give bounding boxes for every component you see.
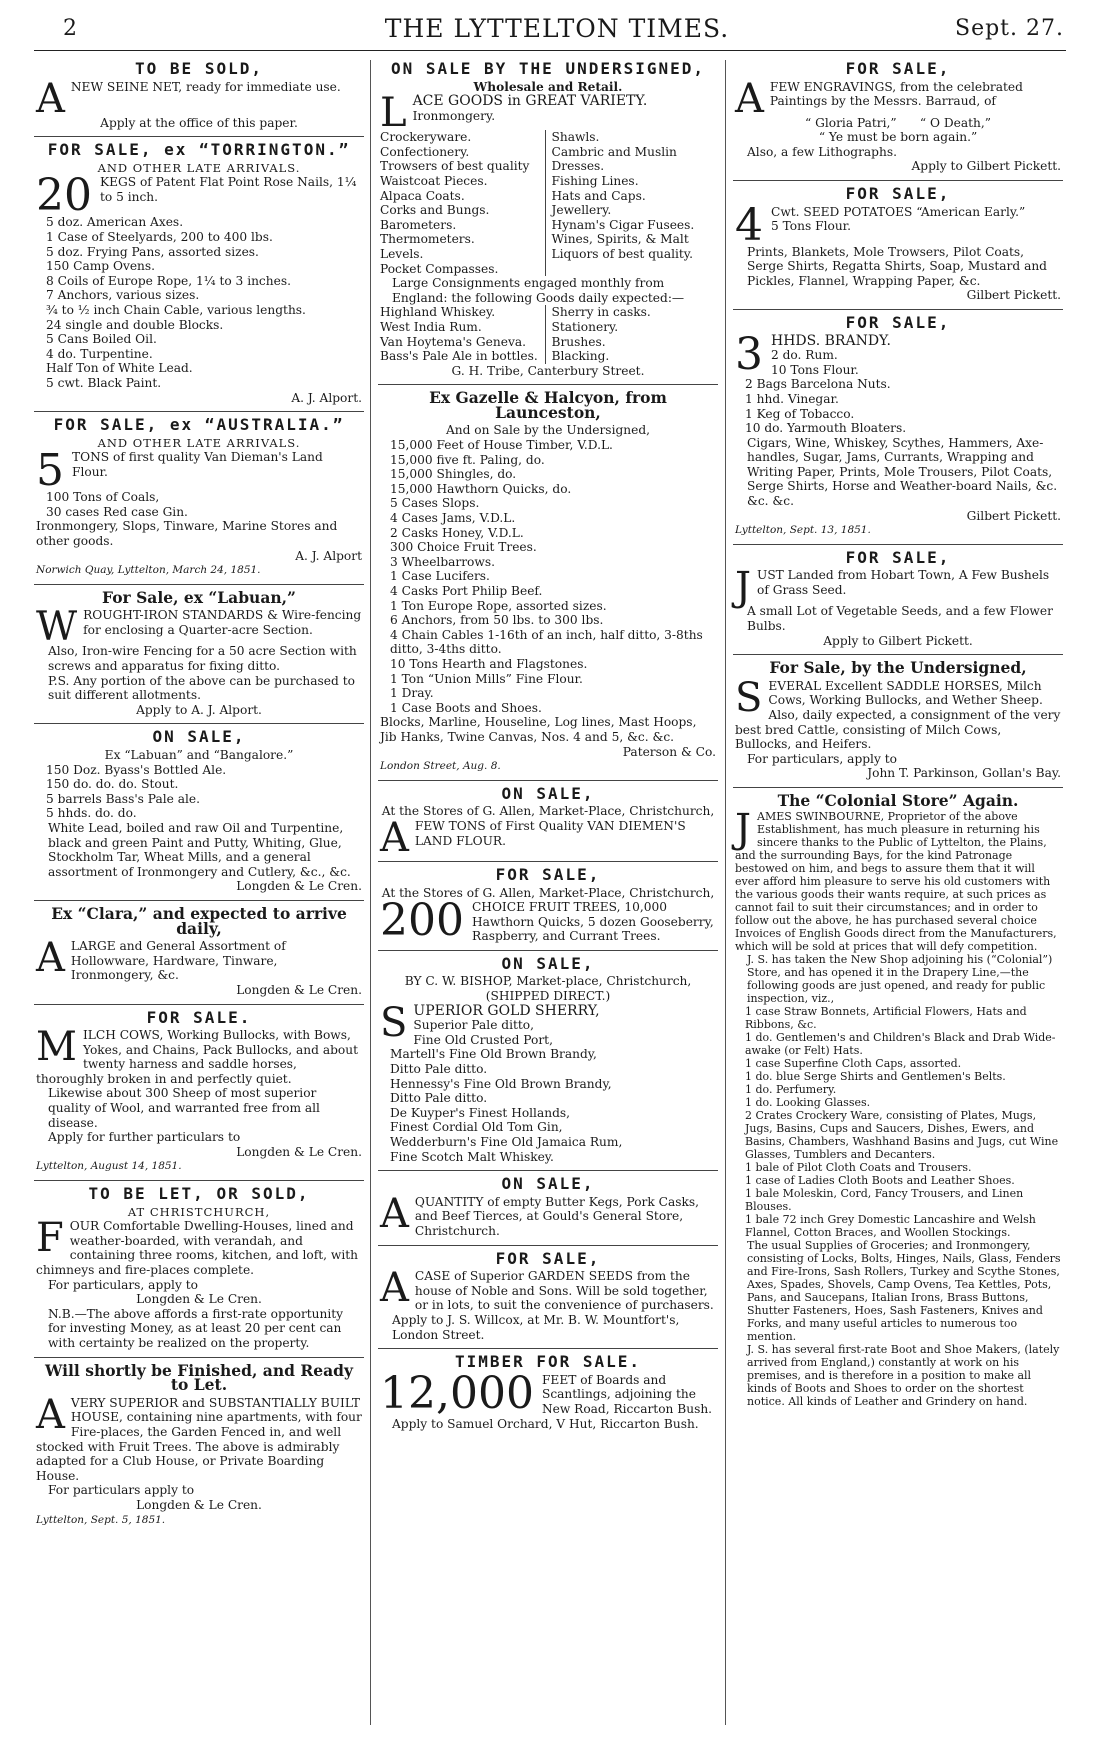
dateline: Lyttelton, August 14, 1851. bbox=[36, 1160, 182, 1173]
ad-clara: Ex “Clara,” and expected to arrive daily, ALARGE and General Assortment of Hollowware, Hardware, Tinware, Ironmongery, &c. Longden & Le Cren. bbox=[34, 907, 364, 1005]
signature: A. J. Alport. bbox=[291, 390, 362, 405]
list-item: 1 Keg of Tobacco. bbox=[745, 406, 855, 421]
column-1 bbox=[34, 60, 364, 1539]
ad-heading: ON SALE, bbox=[501, 783, 595, 803]
ad-heading: TO BE LET, OR SOLD, bbox=[88, 1184, 310, 1204]
list-item: 10 Tons Hearth and Flagstones. bbox=[390, 656, 588, 671]
list-item: ¾ to ½ inch Chain Cable, various lengths. bbox=[46, 302, 306, 317]
list-item: Blacking. bbox=[551, 349, 610, 364]
ad-heading: FOR SALE, ex “AUSTRALIA.” bbox=[53, 415, 345, 435]
signature: G. H. Tribe, Canterbury Street. bbox=[451, 363, 645, 378]
ad-milch-cows: FOR SALE. MILCH COWS, Working Bullocks, with Bows, Yokes, and Chains, Pack Bullocks, and about twenty harness and saddle horses, thoroughly broken in and perfectly quiet. Likewise about 300 Sheep of most superior quality of Wool, and warranted free from all disease. Apply for further particulars to Longden & Le Cren. Lyttelton, August 14, 1851. bbox=[34, 1011, 364, 1182]
column-3 bbox=[733, 60, 1063, 1420]
list-item: 1 Case Lucifers. bbox=[390, 569, 490, 584]
list-item: 5 hhds. do. do. bbox=[46, 806, 137, 821]
list-item: 30 cases Red case Gin. bbox=[46, 504, 188, 519]
ad-bishop-sherry: ON SALE, BY C. W. BISHOP, Market-place, Christchurch, (SHIPPED DIRECT.) SUPERIOR GOLD SHERRY, Superior Pale ditto, Fine Old Crusted Port, Martell's Fine Old Brown Brandy, Ditto Pale ditto. Hennessy's Fine Old Brown Brandy, Ditto Pale ditto. De Kuyper's Finest Hollands, Finest Cordial Old Tom Gin, Wedderburn's Fine Old Jamaica Rum, Fine Scotch Malt Whiskey. bbox=[378, 957, 718, 1171]
list-item: 1 bale Moleskin, Cord, Fancy Trousers, and Linen Blouses. bbox=[745, 1186, 1024, 1213]
ad-seed-potatoes: FOR SALE, 4 Cwt. SEED POTATOES “American Early.” 5 Tons Flour. Prints, Blankets, Mole Trowsers, Pilot Coats, Serge Shirts, Regatta Shirts, Soap, Mustard and Pickles, Flannel, Wrapping Paper, &c. Gilbert Pickett. bbox=[733, 187, 1063, 310]
ad-torrington: FOR SALE, ex “TORRINGTON.” AND OTHER LATE ARRIVALS. 20 KEGS of Patent Flat Point Rose Nails, 1¼ to 5 inch. 5 doz. American Axes. 1 Case of Steelyards, 200 to 400 lbs. 5 doz. Frying Pans, assorted sizes. 150 Camp Ovens. 8 Coils of Europe Rope, 1¼ to 3 inches. 7 Anchors, various sizes. ¾ to ½ inch Chain Cable, various lengths. 24 single and double Blocks. 5 Cans Boiled Oil. 4 do. Turpentine. Half Ton of White Lead. 5 cwt. Black Paint. A. J. Alport. bbox=[34, 143, 364, 412]
ad-heading: FOR SALE, ex “TORRINGTON.” bbox=[47, 140, 351, 160]
list-item: Pocket Compasses. bbox=[380, 261, 499, 276]
list-item: 5 Cases Slops. bbox=[390, 496, 480, 511]
list-item: 1 Dray. bbox=[390, 686, 434, 701]
ad-heading: Will shortly be Finished, and Ready to Let. bbox=[45, 1360, 353, 1395]
ad-grass-seed: FOR SALE, JUST Landed from Hobart Town, A Few Bushels of Grass Seed. A small Lot of Vegetable Seeds, and a few Flower Bulbs. Apply to Gilbert Pickett. bbox=[733, 551, 1063, 655]
ad-heading: ON SALE, bbox=[152, 727, 246, 747]
list-item: 150 do. do. do. Stout. bbox=[46, 777, 179, 792]
masthead bbox=[0, 0, 1114, 52]
list-item: 5 Tons Flour. bbox=[771, 219, 852, 234]
ad-heading: ON SALE, bbox=[501, 1174, 595, 1194]
list-item: 15,000 five ft. Paling, do. bbox=[390, 452, 545, 467]
ad-tribe: ON SALE BY THE UNDERSIGNED, Wholesale and Retail. LACE GOODS in GREAT VARIETY. Ironmongery. Crockeryware. Confectionery. Trowsers of best quality Waistcoat Pieces. Alpaca Coats. Corks and Bungs. Barometers. Thermometers. Levels. Pocket Compasses. Shawls. Cambric and Muslin Dresses. Fishing Lines. Hats and Caps. Jewellery. Hynam's Cigar Fusees. Wines, Spirits, & Malt Liquors of best quality. Large Consignments engaged monthly from England: the following Goods daily expected:— Highland Whiskey. West India Rum. Van Hoytema's Geneva. Bass's Pale Ale in bottles. Sherry in casks. Stationery. Brushes. Blacking. G. H. Tribe, Canterbury Street. bbox=[378, 62, 718, 385]
list-item: De Kuyper's Finest Hollands, bbox=[390, 1105, 570, 1120]
ad-heading: The “Colonial Store” Again. bbox=[777, 790, 1019, 810]
column-divider bbox=[725, 60, 726, 1725]
ad-seine-net: TO BE SOLD, ANEW SEINE NET, ready for immediate use. Apply at the office of this paper. bbox=[34, 62, 364, 137]
list-item: Finest Cordial Old Tom Gin, bbox=[390, 1120, 563, 1135]
signature: John T. Parkinson, Gollan's Bay. bbox=[867, 766, 1061, 781]
list-item: Alpaca Coats. bbox=[380, 188, 465, 203]
list-item: Barometers. bbox=[380, 217, 457, 232]
list-item: 1 Ton Europe Rope, assorted sizes. bbox=[390, 598, 607, 613]
list-item: Stationery. bbox=[551, 319, 619, 334]
signature: Paterson & Co. bbox=[622, 744, 716, 759]
list-item: Hynam's Cigar Fusees. bbox=[551, 217, 695, 232]
list-item: Trowsers of best quality bbox=[380, 159, 530, 174]
ad-heading: Ex Gazelle & Halcyon, from Launceston, bbox=[429, 388, 667, 422]
ad-heading: FOR SALE. bbox=[146, 1007, 252, 1027]
list-item: Fishing Lines. bbox=[551, 173, 639, 188]
ad-heading: TIMBER FOR SALE. bbox=[454, 1352, 642, 1372]
page-number: 2 bbox=[63, 16, 77, 41]
ad-heading: ON SALE, bbox=[501, 953, 595, 973]
list-item: 1 bale 72 inch Grey Domestic Lancashire and Welsh Flannel, Cotton Braces, and Woollen Stockings. bbox=[745, 1212, 1036, 1239]
list-item: 2 Bags Barcelona Nuts. bbox=[745, 377, 891, 392]
signature: Apply to Gilbert Pickett. bbox=[823, 633, 973, 648]
ad-labuan: For Sale, ex “Labuan,” WROUGHT-IRON STANDARDS & Wire-fencing for enclosing a Quarter-acre Section. Also, Iron-wire Fencing for a 50 acre Section with screws and apparatus for fixing ditto. P.S. Any portion of the above can be purchased to suit different allotments. Apply to A. J. Alport. bbox=[34, 591, 364, 725]
list-item: 1 case Superfine Cloth Caps, assorted. bbox=[745, 1056, 962, 1070]
issue-date: Sept. 27. bbox=[955, 16, 1064, 41]
list-item: 1 do. Perfumery. bbox=[745, 1082, 837, 1096]
list-item: 5 cwt. Black Paint. bbox=[46, 375, 162, 390]
newspaper-title: THE LYTTELTON TIMES. bbox=[384, 14, 730, 43]
list-item: Highland Whiskey. bbox=[380, 305, 496, 320]
ad-engravings: FOR SALE, AFEW ENGRAVINGS, from the celebrated Paintings by the Messrs. Barraud, of “ Gloria Patri,” “ O Death,” “ Ye must be born again.” Also, a few Lithographs. Apply to Gilbert Pickett. bbox=[733, 62, 1063, 181]
list-item: Brushes. bbox=[551, 334, 606, 349]
list-item: 1 Case Boots and Shoes. bbox=[390, 700, 542, 715]
signature: Longden & Le Cren. bbox=[236, 879, 362, 894]
list-item: Van Hoytema's Geneva. bbox=[380, 334, 526, 349]
dateline: Lyttelton, Sept. 13, 1851. bbox=[735, 524, 871, 537]
list-item: Wedderburn's Fine Old Jamaica Rum, bbox=[390, 1135, 623, 1149]
signature: Longden & Le Cren. bbox=[236, 982, 362, 997]
list-item: 2 Crates Crockery Ware, consisting of Plates, Mugs, Jugs, Basins, Cups and Saucers, Dishes, Ewers, and Basins, Chambers, Washhand Basins and Jugs, cut Wine Glasses, Tumblers and Decanters. bbox=[745, 1108, 1059, 1161]
list-item: 4 do. Turpentine. bbox=[46, 346, 153, 361]
list-item: Wines, Spirits, & Malt Liquors of best quality. bbox=[551, 232, 693, 261]
ad-timber: TIMBER FOR SALE. 12,000 FEET of Boards and Scantlings, adjoining the New Road, Riccarton Bush. Apply to Samuel Orchard, V Hut, Riccarton Bush. bbox=[378, 1355, 718, 1437]
list-item: Hennessy's Fine Old Brown Brandy, bbox=[390, 1076, 612, 1091]
list-item: 5 Cans Boiled Oil. bbox=[46, 332, 157, 347]
list-item: Fine Scotch Malt Whiskey. bbox=[390, 1149, 554, 1164]
list-item: 2 do. Rum. bbox=[771, 348, 838, 363]
list-item: Thermometers. bbox=[380, 232, 475, 247]
ad-colonial-store: The “Colonial Store” Again. JAMES SWINBOURNE, Proprietor of the above Establishment, has much pleasure in returning his sincere thanks to the Public of Lyttelton, the Plains, and the surrounding Bays, for the kind Patronage bestowed on him, and begs to assure them that it will ever afford him pleasure to serve his old customers with the various goods their wants require, at such prices as cannot fail to suit their circumstances; and in order to follow out the above, he has purchased several choice Invoices of English Goods direct from the Manufacturers, which will be sold at prices that will defy competition. J. S. has taken the New Shop adjoining his (“Colonial”) Store, and has opened it in the Drapery Line,—the following goods are just opened, and ready for public inspection, viz., 1 case Straw Bonnets, Artificial Flowers, Hats and Ribbons, &c. 1 do. Gentlemen's and Children's Black and Drab Wide-awake (or Felt) Hats. 1 case Superfine Cloth Caps, assorted. 1 do. blue Serge Shirts and Gentlemen's Belts. 1 do. Perfumery. 1 do. Looking Glasses. 2 Crates Crockery Ware, consisting of Plates, Mugs, Jugs, Basins, Cups and Saucers, Dishes, Ewers, and Basins, Chambers, Washhand Basins and Jugs, cut Wine Glasses, Tumblers and Decanters. 1 bale of Pilot Cloth Coats and Trousers. 1 case of Ladies Cloth Boots and Leather Shoes. 1 bale Moleskin, Cord, Fancy Trousers, and Linen Blouses. 1 bale 72 inch Grey Domestic Lancashire and Welsh Flannel, Cotton Braces, and Woollen Stockings. The usual Supplies of Groceries; and Ironmongery, consisting of Locks, Bolts, Hinges, Nails, Glass, Fenders and Fire-Irons, Sash Rollers, Turkey and Scythe Stones, Axes, Spades, Shovels, Camp Ovens, Tea Kettles, Pots, Pans, and Saucepans, Italian Irons, Brass Buttons, Shutter Fasteners, Hoes, Sash Fasteners, Knives and Forks, and many useful articles to numerous too mention. J. S. has several first-rate Boot and Shoe Makers, (lately arrived from England,) constantly at work on his premises, and is therefore in a position to make all kinds of Boots and Shoes to order on the shortest notice. All kinds of Leather and Grindery on hand. bbox=[735, 790, 1061, 1408]
list-item: 10 Tons Flour. bbox=[771, 362, 859, 377]
signature: Longden & Le Cren. bbox=[136, 1292, 262, 1307]
list-item: 1 Ton “Union Mills” Fine Flour. bbox=[390, 671, 583, 686]
ad-boarding-house: Will shortly be Finished, and Ready to Let. AVERY SUPERIOR and SUBSTANTIALLY BUILT HOUSE, containing nine apartments, with four Fire-places, the Garden Fenced in, and well stocked with Fruit Trees. The above is admirably adapted for a Club House, or Private Boarding House. For particulars apply to Longden & Le Cren. Lyttelton, Sept. 5, 1851. bbox=[36, 1360, 362, 1526]
list-item: 4 Cases Jams, V.D.L. bbox=[390, 511, 516, 526]
dateline: Lyttelton, Sept. 5, 1851. bbox=[36, 1513, 166, 1526]
signature: Apply to A. J. Alport. bbox=[136, 702, 262, 717]
list-item: 8 Coils of Europe Rope, 1¼ to 3 inches. bbox=[46, 273, 291, 288]
ad-heading: FOR SALE, bbox=[495, 864, 601, 884]
ad-heading: For Sale, by the Undersigned, bbox=[769, 658, 1027, 678]
list-item: Half Ton of White Lead. bbox=[46, 361, 193, 376]
ad-brandy: FOR SALE, 3 HHDS. BRANDY. 2 do. Rum. 10 Tons Flour. 2 Bags Barcelona Nuts. 1 hhd. Vinegar. 1 Keg of Tobacco. 10 do. Yarmouth Bloaters. Cigars, Wine, Whiskey, Scythes, Hammers, Axe-handles, Sugar, Jams, Currants, Wrapping and Writing Paper, Prints, Mole Trousers, Pilot Coats, Serge Shirts, Horse and Weather-board Nails, &c. &c. &c. Gilbert Pickett. Lyttelton, Sept. 13, 1851. bbox=[733, 316, 1063, 545]
list-item: 24 single and double Blocks. bbox=[46, 317, 224, 332]
list-item: 4 Chain Cables 1-16th of an inch, half ditto, 3-8ths ditto, 3-4ths ditto. bbox=[390, 627, 703, 657]
ad-heading: FOR SALE, bbox=[845, 312, 951, 332]
list-item: West India Rum. bbox=[380, 319, 482, 334]
list-item: Levels. bbox=[380, 246, 424, 261]
signature: Gilbert Pickett. bbox=[966, 288, 1061, 303]
list-item: Sherry in casks. bbox=[551, 305, 651, 320]
list-item: 1 case of Ladies Cloth Boots and Leather Shoes. bbox=[745, 1173, 1015, 1187]
list-item: 3 Wheelbarrows. bbox=[390, 554, 495, 569]
list-item: 15,000 Shingles, do. bbox=[390, 467, 517, 482]
list-item: 5 doz. American Axes. bbox=[46, 215, 184, 230]
ad-heading: FOR SALE, bbox=[845, 547, 951, 567]
list-item: Shawls. bbox=[551, 130, 600, 145]
column-2 bbox=[378, 60, 718, 1443]
list-item: 10 do. Yarmouth Bloaters. bbox=[745, 421, 907, 436]
list-item: Bass's Pale Ale in bottles. bbox=[380, 349, 538, 364]
ad-butter-kegs: ON SALE, AQUANTITY of empty Butter Kegs, Pork Casks, and Beef Tierces, at Gould's General Store, Christchurch. bbox=[378, 1177, 718, 1245]
list-item: 6 Anchors, from 50 lbs. to 300 lbs. bbox=[390, 613, 604, 628]
signature: Longden & Le Cren. bbox=[136, 1497, 262, 1512]
list-item: Confectionery. bbox=[380, 144, 470, 159]
ad-allen-fruit-trees: FOR SALE, At the Stores of G. Allen, Market-Place, Christchurch, 200 CHOICE FRUIT TREES, 10,000 Hawthorn Quicks, 5 dozen Gooseberry, Raspberry, and Currant Trees. bbox=[378, 868, 718, 951]
list-item: 150 Doz. Byass's Bottled Ale. bbox=[46, 762, 227, 777]
list-item: Martell's Fine Old Brown Brandy, bbox=[390, 1047, 597, 1062]
list-item: Superior Pale ditto, bbox=[413, 1018, 534, 1033]
dateline: London Street, Aug. 8. bbox=[380, 760, 501, 773]
list-item: 15,000 Feet of House Timber, V.D.L. bbox=[390, 438, 613, 453]
list-item: 5 barrels Bass's Pale ale. bbox=[46, 791, 200, 806]
ad-heading: TO BE SOLD, bbox=[135, 59, 263, 78]
ad-heading: Ex “Clara,” and expected to arrive daily, bbox=[51, 903, 347, 938]
signature: Longden & Le Cren. bbox=[236, 1144, 362, 1159]
list-item: 2 Casks Honey, V.D.L. bbox=[390, 525, 524, 540]
column-divider bbox=[370, 60, 371, 1725]
dateline: Norwich Quay, Lyttelton, March 24, 1851. bbox=[36, 564, 261, 577]
list-item: 300 Choice Fruit Trees. bbox=[390, 540, 537, 555]
list-item: Jewellery. bbox=[551, 203, 612, 218]
list-item: 5 doz. Frying Pans, assorted sizes. bbox=[46, 244, 259, 259]
list-item: 1 do. Looking Glasses. bbox=[745, 1095, 871, 1109]
list-item: Ditto Pale ditto. bbox=[390, 1091, 488, 1106]
masthead-rule bbox=[34, 50, 1066, 51]
ad-heading: FOR SALE, bbox=[495, 1248, 601, 1268]
signature: A. J. Alport bbox=[295, 548, 362, 563]
list-item: Corks and Bungs. bbox=[380, 203, 490, 218]
list-item: 1 do. Gentlemen's and Children's Black and Drab Wide-awake (or Felt) Hats. bbox=[745, 1030, 1056, 1057]
ad-on-sale-ales: ON SALE, Ex “Labuan” and “Bangalore.” 150 Doz. Byass's Bottled Ale. 150 do. do. do. Stout. 5 barrels Bass's Pale ale. 5 hhds. do. do. White Lead, boiled and raw Oil and Turpentine, black and green Paint and Putty, Whiting, Glue, Stockholm Tar, Wheat Mills, and a general assortment of Ironmongery and Cutlery, &c., &c. Longden & Le Cren. bbox=[34, 730, 364, 901]
list-item: Fine Old Crusted Port, bbox=[413, 1032, 553, 1047]
list-item: 15,000 Hawthorn Quicks, do. bbox=[390, 481, 572, 496]
ad-allen-flour: ON SALE, At the Stores of G. Allen, Market-Place, Christchurch, AFEW TONS of First Quality VAN DIEMEN'S LAND FLOUR. bbox=[378, 787, 718, 862]
list-item: 1 do. blue Serge Shirts and Gentlemen's Belts. bbox=[745, 1069, 1006, 1083]
list-item: Crockeryware. bbox=[380, 130, 472, 145]
ad-saddle-horses: For Sale, by the Undersigned, SEVERAL Excellent SADDLE HORSES, Milch Cows, Working Bullocks, and Wether Sheep. Also, daily expected, a consignment of the very best bred Cattle, consisting of Milch Cows, Bullocks, and Heifers. For particulars, apply to John T. Parkinson, Gollan's Bay. bbox=[733, 661, 1063, 788]
list-item: 7 Anchors, various sizes. bbox=[46, 288, 200, 303]
list-item: 1 Case of Steelyards, 200 to 400 lbs. bbox=[46, 229, 273, 244]
signature: Gilbert Pickett. bbox=[966, 508, 1061, 523]
list-item: 100 Tons of Coals, bbox=[46, 490, 160, 505]
list-item: 4 Casks Port Philip Beef. bbox=[390, 584, 543, 598]
list-item: 1 bale of Pilot Cloth Coats and Trousers. bbox=[745, 1160, 972, 1174]
list-item: Cambric and Muslin Dresses. bbox=[551, 144, 677, 174]
ad-heading: For Sale, ex “Labuan,” bbox=[102, 587, 296, 607]
list-item: Hats and Caps. bbox=[551, 188, 646, 203]
list-item: 150 Camp Ovens. bbox=[46, 259, 156, 274]
ad-australia: FOR SALE, ex “AUSTRALIA.” AND OTHER LATE ARRIVALS. 5 TONS of first quality Van Dieman's Land Flour. 100 Tons of Coals, 30 cases Red case Gin. Ironmongery, Slops, Tinware, Marine Stores and other goods. A. J. Alport Norwich Quay, Lyttelton, March 24, 1851. bbox=[34, 418, 364, 585]
list-item: Ditto Pale ditto. bbox=[390, 1062, 488, 1077]
ad-heading: FOR SALE, bbox=[845, 183, 951, 203]
list-item: Waistcoat Pieces. bbox=[380, 173, 488, 188]
list-item: 1 hhd. Vinegar. bbox=[745, 391, 839, 406]
ad-heading: FOR SALE, bbox=[845, 59, 951, 78]
ad-garden-seeds: FOR SALE, ACASE of Superior GARDEN SEEDS from the house of Noble and Sons. Will be sold together, or in lots, to suit the convenience of purchasers. Apply to J. S. Willcox, at Mr. B. W. Mountfort's, London Street. bbox=[378, 1252, 718, 1350]
list-item: 1 case Straw Bonnets, Artificial Flowers, Hats and Ribbons, &c. bbox=[745, 1004, 1027, 1031]
ad-gazelle-halcyon: Ex Gazelle & Halcyon, from Launceston, And on Sale by the Undersigned, 15,000 Feet of House Timber, V.D.L. 15,000 five ft. Paling, do. 15,000 Shingles, do. 15,000 Hawthorn Quicks, do. 5 Cases Slops. 4 Cases Jams, V.D.L. 2 Casks Honey, V.D.L. 300 Choice Fruit Trees. 3 Wheelbarrows. 1 Case Lucifers. 4 Casks Port Philip Beef. 1 Ton Europe Rope, assorted sizes. 6 Anchors, from 50 lbs. to 300 lbs. 4 Chain Cables 1-16th of an inch, half ditto, 3-8ths ditto, 3-4ths ditto. 10 Tons Hearth and Flagstones. 1 Ton “Union Mills” Fine Flour. 1 Dray. 1 Case Boots and Shoes. Blocks, Marline, Houseline, Log lines, Mast Hoops, Jib Hanks, Twine Canvas, Nos. 4 and 5, &c. &c. Paterson & Co. London Street, Aug. 8. bbox=[378, 391, 718, 780]
signature: Apply to Gilbert Pickett. bbox=[911, 159, 1061, 174]
ad-heading: ON SALE BY THE UNDERSIGNED, bbox=[390, 59, 706, 78]
ad-dwelling-houses: TO BE LET, OR SOLD, AT CHRISTCHURCH, FOUR Comfortable Dwelling-Houses, lined and weather-boarded, with verandah, and containing three rooms, kitchen, and loft, with chimneys and fire-places complete. For particulars, apply to Longden & Le Cren. N.B.—The above affords a first-rate opportunity for investing Money, as at least 20 per cent can with certainty be realized on the property. bbox=[34, 1187, 364, 1358]
